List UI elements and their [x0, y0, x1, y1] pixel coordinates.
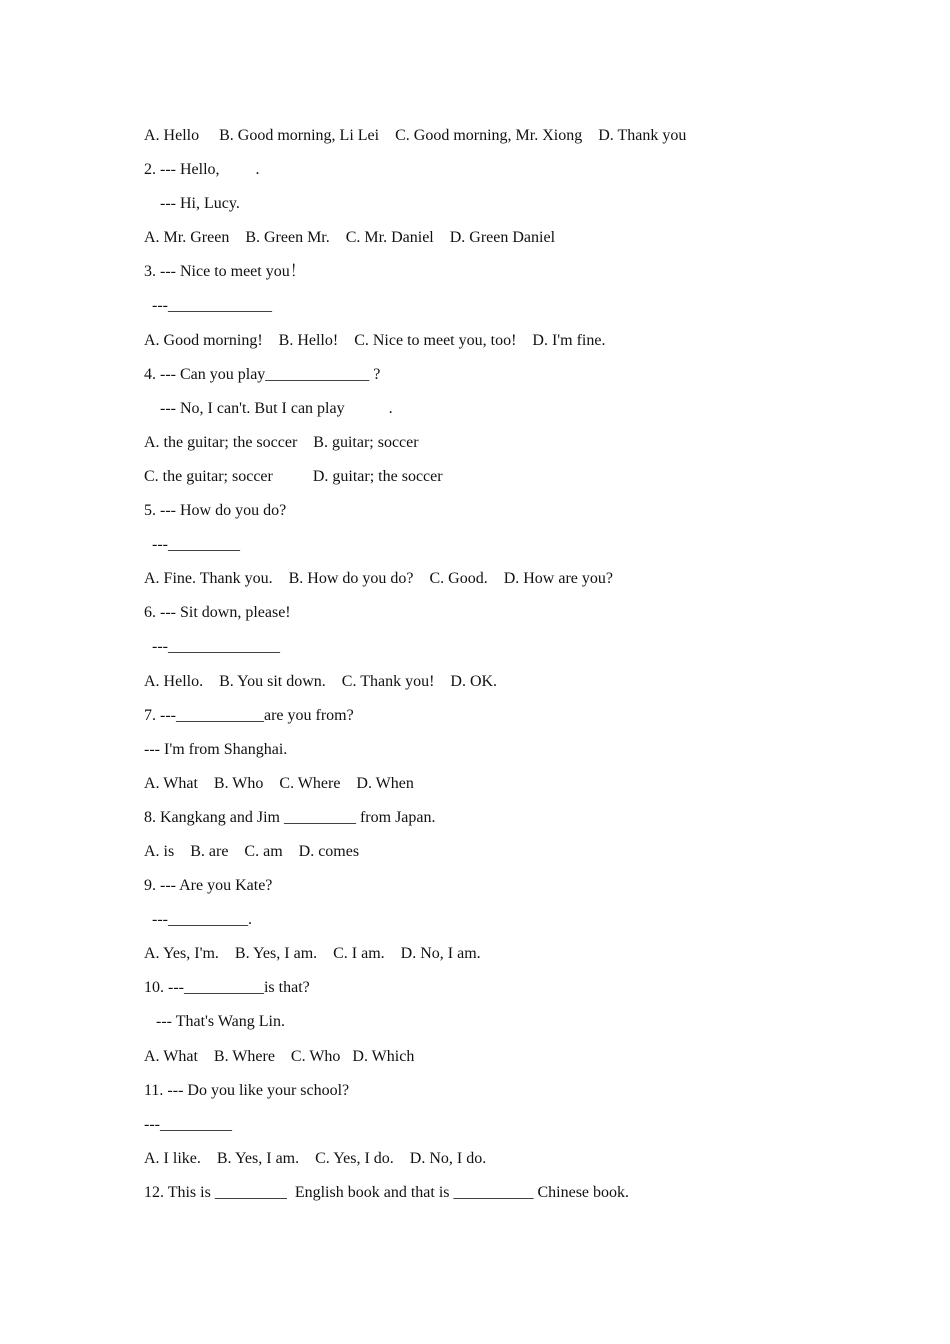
- line-question-11: 11. --- Do you like your school?: [144, 1081, 350, 1099]
- line-reply-11: ---_________: [144, 1115, 232, 1133]
- line-options-9: A. Yes, I'm. B. Yes, I am. C. I am. D. No, I am.: [144, 945, 481, 963]
- line-reply-4: --- No, I can't. But I can play .: [144, 399, 393, 417]
- line-options-1: A. Hello B. Good morning, Li Lei C. Good morning, Mr. Xiong D. Thank you: [144, 127, 687, 144]
- line-question-8: 8. Kangkang and Jim _________ from Japan.: [144, 808, 436, 826]
- line-question-12: 12. This is _________ English book and that is __________ Chinese book.: [144, 1183, 630, 1201]
- question-list: [144, 125, 824, 1216]
- line-reply-9: ---__________.: [144, 911, 252, 929]
- line-reply-7: --- I'm from Shanghai.: [144, 740, 288, 758]
- line-reply-2: --- Hi, Lucy.: [144, 195, 240, 213]
- line-question-7: 7. ---___________are you from?: [144, 706, 354, 724]
- line-options-8: A. is B. are C. am D. comes: [144, 842, 360, 860]
- line-options-10: A. What B. Where C. Who D. Which: [144, 1047, 415, 1065]
- line-options-11: A. I like. B. Yes, I am. C. Yes, I do. D. No, I do.: [144, 1149, 487, 1167]
- line-reply-6: ---______________: [144, 638, 280, 656]
- line-question-9: 9. --- Are you Kate?: [144, 877, 273, 895]
- line-options-4b: C. the guitar; soccer D. guitar; the soccer: [144, 467, 443, 485]
- line-options-6: A. Hello. B. You sit down. C. Thank you! D. OK.: [144, 672, 498, 690]
- line-question-6: 6. --- Sit down, please!: [144, 604, 291, 622]
- line-options-7: A. What B. Who C. Where D. When: [144, 774, 414, 792]
- line-reply-5: ---_________: [144, 536, 240, 554]
- line-question-3: 3. --- Nice to meet you！: [144, 263, 306, 281]
- line-question-4: 4. --- Can you play_____________ ?: [144, 365, 381, 383]
- line-question-2: 2. --- Hello, .: [144, 161, 260, 179]
- line-options-3: A. Good morning! B. Hello! C. Nice to meet you, too! D. I'm fine.: [144, 331, 606, 349]
- line-question-5: 5. --- How do you do?: [144, 502, 287, 520]
- line-options-4a: A. the guitar; the soccer B. guitar; soccer: [144, 433, 419, 451]
- line-options-2: A. Mr. Green B. Green Mr. C. Mr. Daniel D. Green Daniel: [144, 229, 556, 247]
- line-reply-3: ---_____________: [144, 297, 272, 315]
- line-options-5: A. Fine. Thank you. B. How do you do? C. Good. D. How are you?: [144, 570, 613, 588]
- line-reply-10: --- That's Wang Lin.: [144, 1013, 285, 1031]
- line-question-10: 10. ---__________is that?: [144, 979, 310, 997]
